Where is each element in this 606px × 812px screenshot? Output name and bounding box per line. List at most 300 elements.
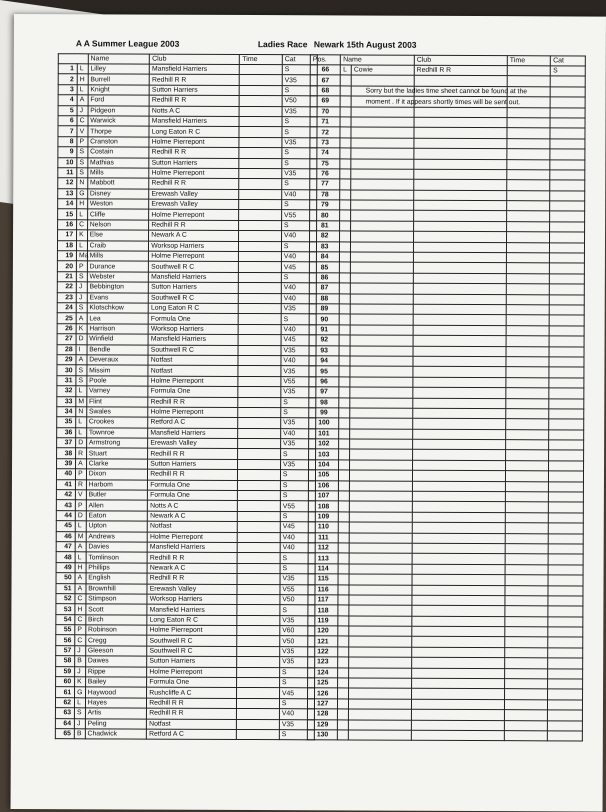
initial-cell (338, 709, 349, 719)
position-cell: 101 (309, 428, 339, 439)
category-cell (549, 367, 584, 378)
initial-cell: P (75, 500, 86, 510)
club-cell: Mansfield Harriers (149, 272, 239, 283)
club-cell: Holme Pierrepont (147, 667, 237, 678)
initial-cell: S (76, 375, 87, 385)
initial-cell (340, 294, 351, 304)
position-cell: 18 (57, 240, 76, 250)
time-cell (504, 720, 547, 731)
club-cell (413, 283, 506, 294)
time-cell (506, 336, 549, 347)
time-cell (238, 418, 280, 429)
time-cell (505, 679, 548, 690)
surname-cell (351, 169, 414, 180)
time-header: Time (507, 56, 550, 66)
time-cell (507, 76, 550, 87)
surname-cell: Peling (85, 718, 147, 729)
initial-cell: K (77, 230, 88, 240)
category-cell: V35 (281, 439, 316, 450)
position-cell: 117 (308, 595, 338, 606)
position-cell: 124 (308, 667, 338, 678)
time-cell (506, 409, 549, 420)
club-cell (414, 128, 507, 139)
table-row (57, 323, 316, 335)
category-cell (550, 87, 585, 98)
club-cell: Mansfield Harriers (149, 116, 239, 127)
category-cell (549, 492, 584, 503)
position-cell: 81 (310, 221, 340, 232)
surname-cell: Crookes (86, 417, 148, 428)
table-row (56, 531, 315, 543)
surname-cell: Haywood (85, 687, 147, 698)
table-row (57, 355, 316, 367)
table-row (58, 147, 317, 159)
time-cell (506, 450, 549, 461)
race-title: Ladies Race (257, 39, 308, 50)
position-cell: 72 (310, 127, 340, 138)
surname-cell: Nelson (87, 220, 149, 231)
club-cell (413, 377, 506, 388)
initial-cell: J (76, 292, 87, 302)
category-cell: V55 (280, 584, 315, 595)
club-cell: Formula One (148, 313, 238, 324)
surname-cell: Davies (86, 542, 148, 553)
table-row (58, 188, 317, 200)
club-cell: Rushcliffe A C (147, 688, 237, 699)
category-cell: V40 (281, 231, 316, 242)
position-cell: 92 (309, 335, 339, 346)
position-cell: 106 (308, 480, 338, 491)
time-cell (505, 502, 548, 513)
category-cell (548, 689, 583, 700)
left-header-row (58, 54, 317, 65)
surname-cell (350, 304, 413, 315)
initial-cell (339, 429, 350, 439)
position-cell: 94 (309, 356, 339, 367)
category-cell: S (551, 66, 586, 77)
surname-cell: Chadwick (85, 729, 147, 740)
club-cell: Sutton Harriers (149, 85, 239, 96)
category-cell (549, 398, 584, 409)
club-cell: Sutton Harriers (149, 158, 239, 169)
position-cell: 66 (310, 65, 340, 76)
initial-cell: G (75, 687, 86, 697)
time-cell (238, 387, 280, 398)
time-cell (506, 429, 549, 440)
position-cell: 89 (309, 304, 339, 315)
category-cell (550, 191, 585, 202)
initial-cell: D (75, 511, 86, 521)
club-cell: Notfast (147, 719, 237, 730)
initial-cell: N (77, 178, 88, 188)
club-cell (411, 709, 504, 720)
surname-cell: Bendle (87, 344, 149, 355)
category-cell: S (280, 553, 315, 564)
time-cell (506, 263, 549, 274)
surname-cell: Birch (86, 615, 148, 626)
club-cell (412, 554, 505, 565)
club-cell (413, 367, 506, 378)
time-cell (505, 627, 548, 638)
position-cell: 51 (56, 583, 75, 593)
initial-cell: H (75, 604, 86, 614)
time-cell (507, 128, 550, 139)
category-cell: V35 (281, 345, 316, 356)
time-cell (507, 201, 550, 212)
initial-cell: L (76, 386, 87, 396)
initial-cell: P (76, 469, 87, 479)
club-cell: Redhill R R (147, 573, 237, 584)
table-row (57, 282, 316, 294)
time-cell (506, 440, 549, 451)
time-cell (237, 719, 279, 730)
category-cell: V35 (280, 657, 315, 668)
initial-cell (339, 522, 350, 532)
initial-cell: A (75, 583, 86, 593)
position-cell: 31 (57, 375, 76, 385)
initial-cell (339, 439, 350, 449)
position-cell: 67 (310, 75, 340, 86)
surname-cell: Costain (88, 147, 150, 158)
club-cell (412, 564, 505, 575)
surname-cell (351, 117, 414, 128)
surname-cell (349, 720, 412, 731)
position-cell: 28 (57, 344, 76, 354)
time-cell (237, 667, 279, 678)
club-cell: Redhill R R (148, 449, 238, 460)
category-cell (548, 648, 583, 659)
position-cell: 79 (310, 200, 340, 211)
position-cell: 119 (308, 615, 338, 626)
category-cell (550, 242, 585, 253)
initial-cell: Ma (77, 251, 88, 261)
position-cell: 116 (308, 584, 338, 595)
table-row (58, 220, 317, 232)
category-cell: V40 (280, 532, 315, 543)
club-cell: Notts A C (149, 106, 239, 117)
category-cell (550, 294, 585, 305)
initial-cell: L (77, 240, 88, 250)
club-cell (413, 387, 506, 398)
surname-cell: Clarke (86, 459, 148, 470)
time-cell (507, 211, 550, 222)
time-cell (506, 388, 549, 399)
venue-date: Newark 15th August 2003 (313, 39, 417, 50)
club-cell (412, 470, 505, 481)
position-cell: 7 (58, 126, 77, 136)
right-results-table (307, 54, 586, 742)
position-cell: 60 (56, 677, 75, 687)
club-cell: Redhill R R (148, 469, 238, 480)
position-cell: 26 (57, 323, 76, 333)
league-title: A A Summer League 2003 (75, 38, 180, 49)
category-cell: V55 (282, 210, 317, 221)
initial-cell: D (76, 334, 87, 344)
club-cell (413, 315, 506, 326)
position-cell: 27 (57, 334, 76, 344)
position-cell: 109 (308, 512, 338, 523)
category-cell: V40 (280, 543, 315, 554)
initial-cell (338, 699, 349, 709)
surname-cell (351, 200, 414, 211)
time-cell (505, 596, 548, 607)
position-cell: 33 (57, 396, 76, 406)
position-cell: 63 (55, 708, 74, 718)
surname-cell (349, 574, 412, 585)
initial-cell: A (76, 355, 87, 365)
initial-cell (338, 720, 349, 730)
time-cell (505, 616, 548, 627)
initial-cell (340, 96, 351, 106)
category-cell (549, 430, 584, 441)
surname-cell (349, 553, 412, 564)
club-cell (411, 689, 504, 700)
time-cell (505, 492, 548, 503)
surname-cell: Cregg (85, 635, 147, 646)
time-cell (506, 367, 549, 378)
initial-cell: C (75, 614, 86, 624)
initial-cell (340, 252, 351, 262)
time-cell (507, 222, 550, 233)
time-cell (506, 253, 549, 264)
position-cell: 46 (56, 531, 75, 541)
table-row (58, 105, 317, 117)
club-cell: Newark A C (149, 230, 239, 241)
surname-cell (351, 138, 414, 149)
initial-cell: S (76, 303, 87, 313)
initial-cell (341, 75, 352, 85)
initial-cell (340, 221, 351, 231)
initial-cell: H (77, 74, 88, 84)
category-cell: V40 (281, 324, 316, 335)
time-cell (239, 137, 281, 148)
category-cell: V45 (281, 262, 316, 273)
category-cell (548, 544, 583, 555)
initial-cell: J (76, 282, 87, 292)
category-cell: S (281, 272, 316, 283)
club-cell (412, 491, 505, 502)
surname-cell: Gleeson (85, 646, 147, 657)
position-cell: 23 (57, 292, 76, 302)
table-row (57, 427, 316, 439)
category-cell: S (279, 730, 314, 741)
table-row (58, 157, 317, 169)
initial-cell (340, 231, 351, 241)
category-cell: S (279, 678, 314, 689)
club-cell: Notts A C (148, 500, 238, 511)
position-cell: 54 (56, 614, 75, 624)
position-cell: 102 (309, 439, 339, 450)
club-cell (412, 616, 505, 627)
surname-cell (350, 439, 413, 450)
initial-cell (338, 543, 349, 553)
table-row (57, 417, 316, 429)
position-cell: 108 (308, 501, 338, 512)
position-cell: 53 (56, 604, 75, 614)
club-cell (412, 450, 505, 461)
position-cell: 45 (56, 521, 75, 531)
category-cell (550, 253, 585, 264)
time-cell (507, 190, 550, 201)
category-cell: V35 (281, 387, 316, 398)
initial-cell: H (75, 563, 86, 573)
club-cell (414, 107, 507, 118)
surname-cell (350, 273, 413, 284)
pos-header (58, 54, 88, 64)
name-header: Name (341, 55, 415, 65)
surname-cell: Rippe (85, 666, 147, 677)
club-cell: Holme Pierrepont (148, 407, 238, 418)
time-cell (238, 449, 280, 460)
table-row (56, 656, 315, 668)
cat-header: Cat (282, 55, 317, 65)
position-cell: 110 (308, 522, 338, 533)
category-cell (548, 596, 583, 607)
table-row (56, 677, 315, 689)
surname-cell (350, 283, 413, 294)
initial-cell: P (75, 625, 86, 635)
position-cell: 100 (309, 418, 339, 429)
category-cell: V40 (281, 428, 316, 439)
category-cell (550, 211, 585, 222)
club-cell (414, 180, 507, 191)
initial-cell (340, 242, 351, 252)
initial-cell (338, 730, 349, 740)
table-row (57, 386, 316, 398)
category-cell (549, 336, 584, 347)
surname-cell (350, 481, 413, 492)
category-cell (549, 471, 584, 482)
time-cell (507, 232, 550, 243)
club-cell: Retford A C (148, 417, 238, 428)
category-cell: S (282, 148, 317, 159)
position-cell: 90 (309, 314, 339, 325)
position-cell: 70 (310, 106, 340, 117)
table-row (56, 542, 315, 554)
category-cell (549, 326, 584, 337)
table-row (56, 635, 315, 647)
surname-cell: Poole (87, 376, 149, 387)
club-cell (412, 668, 505, 679)
club-cell: Notfast (148, 365, 238, 376)
initial-cell (339, 418, 350, 428)
category-cell: V35 (281, 366, 316, 377)
club-cell: Worksop Harriers (149, 241, 239, 252)
position-cell: 98 (309, 397, 339, 408)
surname-cell: Varney (87, 386, 149, 397)
club-cell (413, 335, 506, 346)
club-cell: Formula One (148, 490, 238, 501)
position-cell: 87 (309, 283, 339, 294)
category-cell (548, 720, 583, 731)
position-cell: 82 (310, 231, 340, 242)
position-cell: 104 (309, 460, 339, 471)
club-cell (411, 678, 504, 689)
club-cell (413, 346, 506, 357)
category-cell: V35 (280, 647, 315, 658)
club-cell: Redhill R R (149, 220, 239, 231)
position-cell: 32 (57, 386, 76, 396)
category-cell (549, 440, 584, 451)
time-cell (239, 231, 281, 242)
position-cell: 1 (58, 64, 77, 74)
time-cell (238, 501, 280, 512)
position-cell: 130 (307, 730, 337, 741)
time-cell (506, 273, 549, 284)
position-cell: 48 (56, 552, 75, 562)
time-cell (506, 357, 549, 368)
surname-cell: Robinson (85, 625, 147, 636)
club-cell (413, 325, 506, 336)
club-cell (413, 439, 506, 450)
table-row (56, 521, 315, 533)
category-cell (549, 346, 584, 357)
table-row (56, 666, 315, 678)
initial-cell: C (75, 635, 86, 645)
position-cell: 9 (58, 147, 77, 157)
position-cell: 34 (57, 407, 76, 417)
table-row (58, 199, 317, 211)
initial-cell: L (75, 521, 86, 531)
category-cell (548, 658, 583, 669)
table-row (57, 459, 316, 471)
category-cell (550, 263, 585, 274)
table-row (58, 74, 317, 86)
category-cell (548, 679, 583, 690)
category-cell: S (280, 449, 315, 460)
initial-cell (338, 574, 349, 584)
table-row (58, 116, 317, 128)
time-cell (505, 585, 548, 596)
time-cell (505, 554, 548, 565)
initial-cell (340, 86, 351, 96)
time-cell (238, 490, 280, 501)
position-cell: 56 (56, 635, 75, 645)
category-cell (548, 668, 583, 679)
club-cell: Holme Pierrepont (147, 532, 237, 543)
surname-cell: Knight (88, 85, 150, 96)
club-cell (413, 304, 506, 315)
surname-cell (350, 366, 413, 377)
initial-cell (339, 345, 350, 355)
club-cell (413, 273, 506, 284)
initial-cell: L (77, 85, 88, 95)
club-cell (414, 211, 507, 222)
table-row (58, 209, 317, 221)
category-cell (550, 149, 585, 160)
category-cell (550, 222, 585, 233)
club-cell (412, 595, 505, 606)
surname-cell (350, 346, 413, 357)
surname-cell: Harbom (86, 479, 148, 490)
category-cell (550, 170, 585, 181)
time-cell (506, 460, 549, 471)
initial-cell (338, 605, 349, 615)
club-cell (414, 117, 507, 128)
category-cell: S (280, 470, 315, 481)
category-cell: S (282, 158, 317, 169)
club-cell (414, 200, 507, 211)
position-cell: 111 (308, 532, 338, 543)
position-cell: 122 (308, 647, 338, 658)
surname-cell: Missim (87, 365, 149, 376)
club-cell: Erewash Valley (148, 438, 238, 449)
surname-cell (350, 262, 413, 273)
time-cell (240, 96, 282, 107)
time-cell (239, 314, 281, 325)
position-cell: 29 (57, 355, 76, 365)
position-cell: 20 (57, 261, 76, 271)
